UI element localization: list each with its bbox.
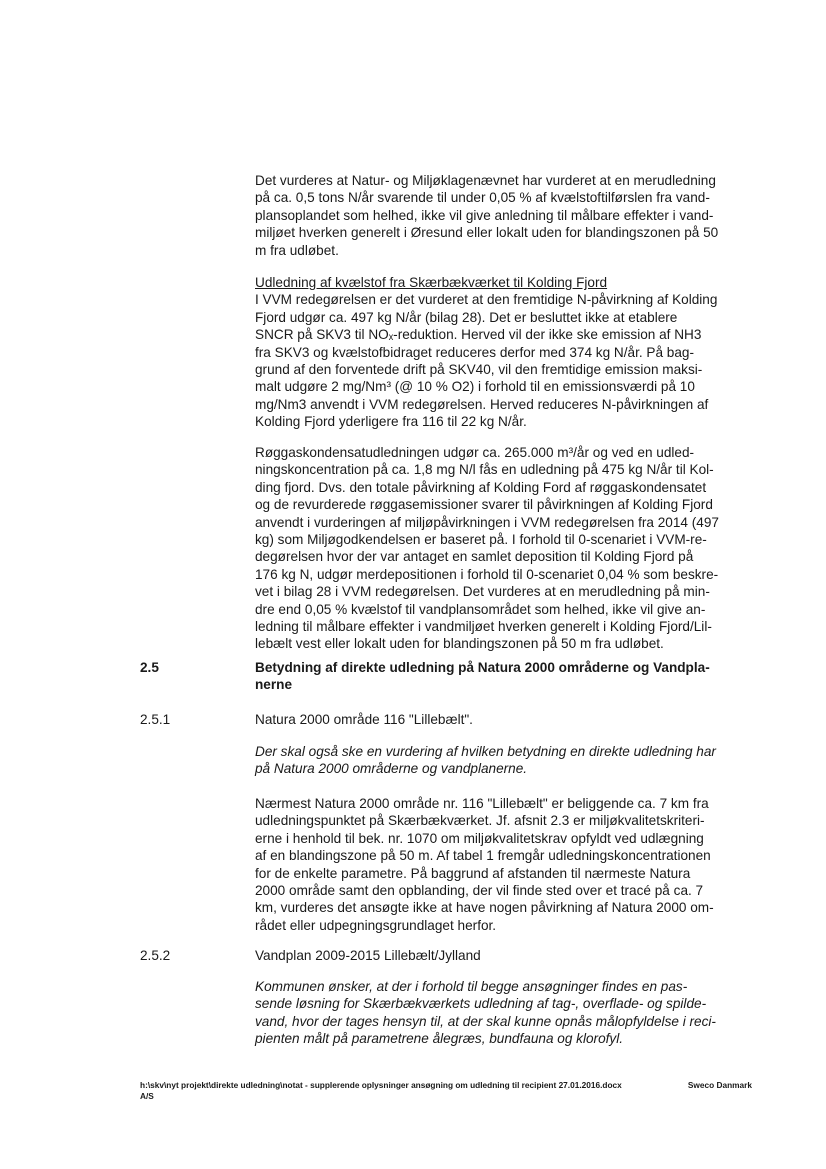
text-line: dre end 0,05 % kvælstof til vandplansområdet som helhed, ikke vil give an- <box>255 601 706 617</box>
text-line: fra SKV3 og kvælstofbidraget reduceres derfor med 374 kg N/år. På bag- <box>255 344 695 360</box>
text-line: mg/Nm3 anvendt i VVM redegørelsen. Herved reduceres N-påvirkningen af <box>255 396 709 412</box>
page-footer <box>140 1080 752 1101</box>
text-line: m fra udløbet. <box>255 242 339 258</box>
text-line: på Natura 2000 områderne og vandplanerne. <box>255 761 528 777</box>
section-number-2-5: 2.5 <box>140 660 159 675</box>
text-line: Det vurderes at Natur- og Miljøklagenævnet har vurderet at en merudledning <box>255 173 716 188</box>
text-line: Der skal også ske en vurdering af hvilken betydning en direkte udledning har <box>255 744 716 759</box>
text-line: udledningspunktet på Skærbækværket. Jf. afsnit 2.3 er miljøkvalitetskriteri- <box>255 813 705 829</box>
paragraph-requirement-natura <box>255 743 755 778</box>
section-number-2-5-2: 2.5.2 <box>140 948 171 963</box>
text-line: kg) som Miljøgodkendelsen er baseret på. I forhold til 0-scenariet i VVM-re- <box>255 532 707 548</box>
footer-file-path-continued: A/S <box>140 1090 154 1101</box>
paragraph-municipality-wish <box>255 978 755 1048</box>
text-line: grund af den forventede drift på SKV40, vil den fremtidige emission maksi- <box>255 362 703 378</box>
text-line: 176 kg N, udgør merdepositionen i forhold til 0-scenariet 0,04 % som beskre- <box>255 566 719 582</box>
text-line: km, vurderes det ansøgte ikke at have nogen påvirkning af Natura 2000 om- <box>255 900 714 916</box>
footer-file-path: h:\skv\nyt projekt\direkte udledning\notat - supplerende oplysninger ansøgning om udledning til recipient 27.01.2016.docx <box>140 1080 622 1090</box>
text-line: anvendt i vurderingen af miljøpåvirkningen i VVM redegørelsen fra 2014 (497 <box>255 514 719 530</box>
paragraph-intro <box>255 172 755 259</box>
text-line: SNCR på SKV3 til NOₓ-reduktion. Herved vil der ikke ske emission af NH3 <box>255 327 702 343</box>
heading-line: Betydning af direkte udledning på Natura 2000 områderne og Vandpla- <box>255 660 710 675</box>
text-line: miljøet hverken generelt i Øresund eller lokalt uden for blandingszonen på 50 <box>255 225 719 241</box>
paragraph-kolding-fjord <box>255 274 755 431</box>
subheading: Udledning af kvælstof fra Skærbækværket til Kolding Fjord <box>255 275 608 290</box>
text-line: Røggaskondensatudledningen udgør ca. 265.000 m³/år og ved en udled- <box>255 445 695 460</box>
text-line: erne i henhold til bek. nr. 1070 om miljøkvalitetskrav opfyldt ved udlægning <box>255 830 704 846</box>
text-line: og de revurderede røggasemissioner svarer til påvirkningen af Kolding Fjord <box>255 497 713 513</box>
section-title-2-5-2 <box>255 947 755 964</box>
text-line: ningskoncentration på ca. 1,8 mg N/l fås en udledning på 475 kg N/år til Kol- <box>255 462 714 478</box>
text-line: Kolding Fjord yderligere fra 116 til 22 kg N/år. <box>255 414 527 430</box>
text-line: Fjord udgør ca. 497 kg N/år (bilag 28). Det er besluttet ikke at etablere <box>255 309 678 325</box>
text-line: lebælt vest eller lokalt uden for blandingszonen på 50 m fra udløbet. <box>255 636 664 652</box>
text-line: ledning til målbare effekter i vandmiljøet hverken generelt i Kolding Fjord/Lil- <box>255 619 712 635</box>
heading-line: Vandplan 2009-2015 Lillebælt/Jylland <box>255 948 481 963</box>
text-line: ding fjord. Dvs. den totale påvirkning af Kolding Ford af røggaskondensatet <box>255 479 707 495</box>
paragraph-roeggaskondensat <box>255 444 755 653</box>
paragraph-natura-assessment <box>255 795 755 934</box>
text-line: vet i bilag 28 i VVM redegørelsen. Det vurderes at en merudledning på min- <box>255 584 710 600</box>
text-line: I VVM redegørelsen er det vurderet at den fremtidige N-påvirkning af Kolding <box>255 292 718 308</box>
footer-company: Sweco Danmark <box>687 1080 752 1090</box>
text-line: 2000 område samt den opblanding, der vil finde sted over et tracé på ca. 7 <box>255 883 704 899</box>
text-line: på ca. 0,5 tons N/år svarende til under 0,05 % af kvælstoftilførslen fra vand- <box>255 190 710 206</box>
text-line: malt udgøre 2 mg/Nm³ (@ 10 % O2) i forhold til en emissionsværdi på 10 <box>255 379 695 395</box>
text-line: for de enkelte parametre. På baggrund af afstanden til nærmeste Natura <box>255 865 691 881</box>
text-line: plansoplandet som helhed, ikke vil give anledning til målbare effekter i vand- <box>255 207 714 223</box>
text-line: Kommunen ønsker, at der i forhold til begge ansøgninger findes en pas- <box>255 979 688 994</box>
section-title-2-5-1 <box>255 711 755 728</box>
text-line: af en blandingszone på 50 m. Af tabel 1 fremgår udledningskoncentrationen <box>255 848 711 864</box>
section-number-2-5-1: 2.5.1 <box>140 712 171 727</box>
text-line: rådet eller udpegningsgrundlaget herfor. <box>255 917 497 933</box>
text-line: pienten målt på parametrene ålegræs, bundfauna og klorofyl. <box>255 1031 624 1047</box>
section-title-2-5 <box>255 659 755 694</box>
text-line: Nærmest Natura 2000 område nr. 116 "Lillebælt" er beliggende ca. 7 km fra <box>255 796 709 811</box>
text-line: sende løsning for Skærbækværkets udledning af tag-, overflade- og spilde- <box>255 996 707 1012</box>
heading-line: nerne <box>255 677 293 693</box>
text-line: vand, hvor der tages hensyn til, at der skal kunne opnås målopfyldelse i reci- <box>255 1013 716 1029</box>
text-line: degørelsen hvor der var antaget en samlet deposition til Kolding Fjord på <box>255 549 694 565</box>
heading-line: Natura 2000 område 116 "Lillebælt". <box>255 712 473 727</box>
